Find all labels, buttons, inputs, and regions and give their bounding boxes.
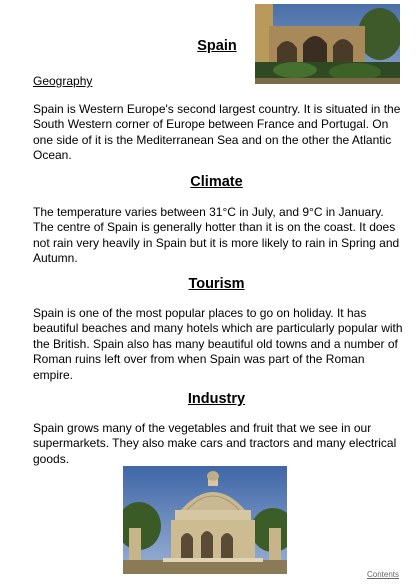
contents-link[interactable]: Contents [367, 570, 400, 579]
domed-pavilion-photo [123, 466, 287, 574]
climate-heading: Climate [190, 174, 243, 190]
geography-text: Spain is Western Europe's second largest country. It is situated in the South Western corner of Europe between France and Portugal. On one side of it is the Mediterranean Sea and on the other the Atlantic Ocean. [33, 102, 401, 163]
climate-text: The temperature varies between 31°C in July, and 9°C in January. The centre of Spain is generally hotter than it is on the coast. It does not rain very heavily in Spain but it is more likely to rain in Spring and Autumn. [33, 205, 400, 266]
tourism-text: Spain is one of the most popular places to go on holiday. It has beautiful beaches and many hotels which are particularly popular with the British. Spain also has many beautiful old towns and a number of Roman ruins left over from when Spain was part of the Roman empire. [33, 306, 403, 382]
industry-text: Spain grows many of the vegetables and fruit that we see in our supermarkets. They also make cars and tractors and many electrical goods. [33, 421, 397, 466]
geography-subheading: Geography [33, 74, 93, 88]
industry-heading: Industry [187, 391, 246, 407]
page-title: Spain [197, 38, 237, 54]
tourism-heading: Tourism [188, 276, 245, 292]
